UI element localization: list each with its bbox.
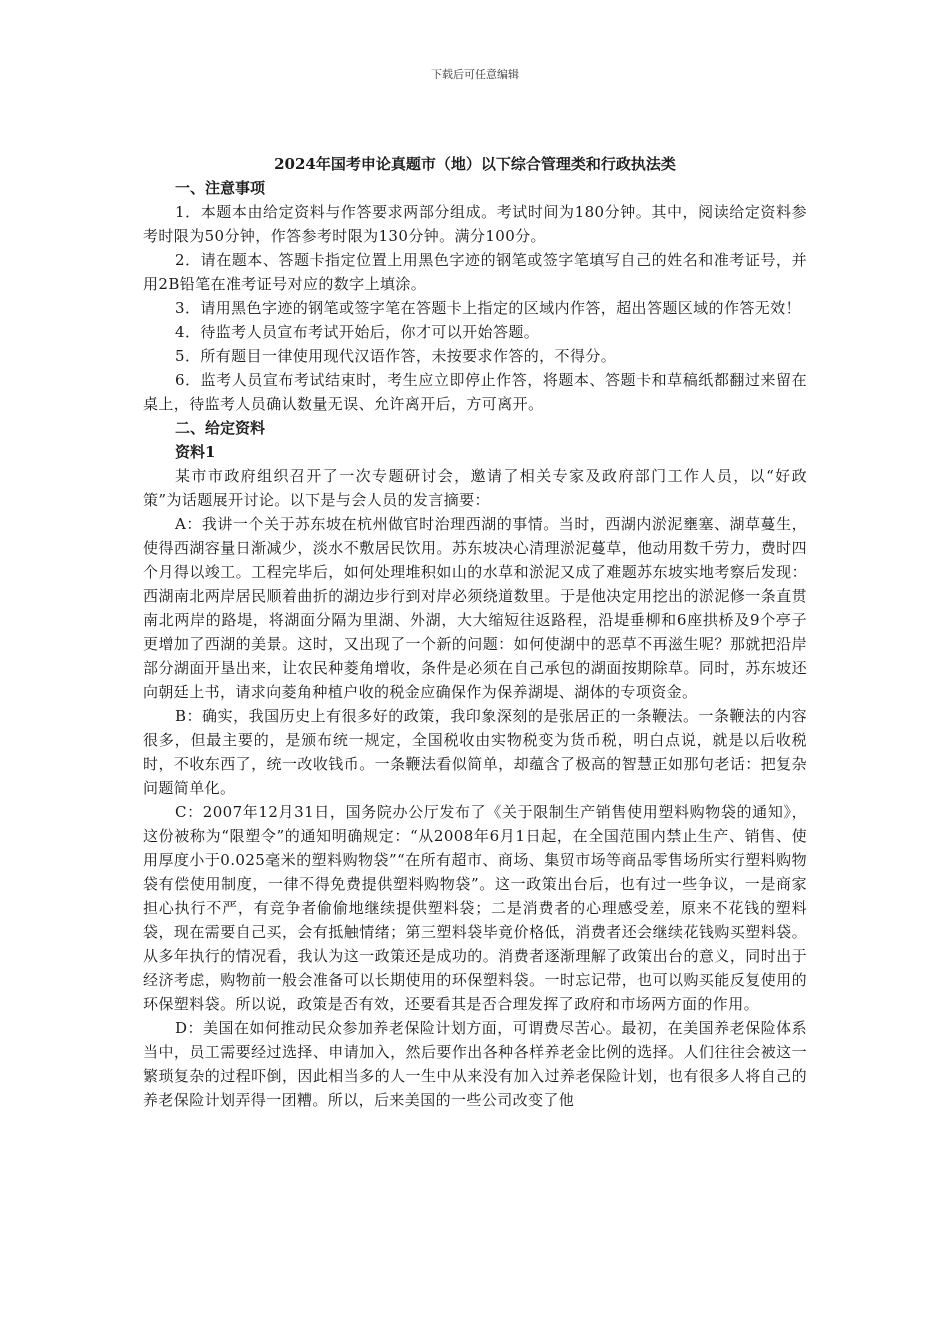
notice-item: 5．所有题目一律使用现代汉语作答，未按要求作答的，不得分。 bbox=[175, 347, 617, 365]
material-paragraph: D：美国在如何推动民众参加养老保险计划方面，可谓费尽苦心。最初，在美国养老保险体系当中，员工需要经过选择、申请加入，然后要作出各种各样养老金比例的选择。人们往往会被这一繁琐复杂的过程吓倒，因此相当多的人一生中从来没有加入过养老保险计划，也有很多人将自己的养老保险计划弄得一团糟。所以，后来美国的一些公司改变了他 bbox=[143, 1019, 807, 1109]
notice-item: 1．本题本由给定资料与作答要求两部分组成。考试时间为180分钟。其中，阅读给定资料参考时限为50分钟，作答参考时限为130分钟。满分100分。 bbox=[143, 203, 807, 245]
material-paragraph: C：2007年12月31日，国务院办公厅发布了《关于限制生产销售使用塑料购物袋的通知》，这份被称为“限塑令”的通知明确规定：“从2008年6月1日起，在全国范围内禁止生产、销售、使用厚度小于0.025毫米的塑料购物袋”“在所有超市、商场、集贸市场等商品零售场所实行塑料购物袋有偿使用制度，一律不得免费提供塑料购物袋”。这一政策出台后，也有过一些争议，一是商家担心执行不严，有竞争者偷偷地继续提供塑料袋；二是消费者的心理感受差，原来不花钱的塑料袋，现在需要自己买，会有抵触情绪；第三塑料袋毕竟价格低，消费者还会继续花钱购买塑料袋。从多年执行的情况看，我认为这一政策还是成功的。消费者逐渐理解了政策出台的意义，同时出于经济考虑，购物前一般会准备可以长期使用的环保塑料袋。一时忘记带，也可以购买能反复使用的环保塑料袋。所以说，政策是否有效，还要看其是否合理发挥了政府和市场两方面的作用。 bbox=[143, 803, 807, 1013]
material-paragraph: 某市市政府组织召开了一次专题研讨会，邀请了相关专家及政府部门工作人员，以“好政策”为话题展开讨论。以下是与会人员的发言摘要： bbox=[143, 467, 807, 509]
document-body bbox=[143, 152, 807, 1112]
material-paragraph: B：确实，我国历史上有很多好的政策，我印象深刻的是张居正的一条鞭法。一条鞭法的内容很多，但最主要的，是颁布统一规定，全国税收由实物税变为货币税，明白点说，就是以后收税时，不收东西了，统一改收钱币。一条鞭法看似简单，却蕴含了极高的智慧正如那句老话：把复杂问题简单化。 bbox=[143, 707, 807, 797]
notice-item: 4．待监考人员宣布考试开始后，你才可以开始答题。 bbox=[175, 323, 540, 341]
material-paragraph: A：我讲一个关于苏东坡在杭州做官时治理西湖的事情。当时，西湖内淤泥壅塞、湖草蔓生，使得西湖容量日渐减少，淡水不敷居民饮用。苏东坡决心清理淤泥蔓草，他动用数千劳力，费时四个月得以竣工。工程完毕后，如何处理堆积如山的水草和淤泥又成了难题苏东坡实地考察后发现：西湖南北两岸居民顺着曲折的湖边步行到对岸必须绕道数里。于是他决定用挖出的淤泥修一条直贯南北两岸的路堤，将湖面分隔为里湖、外湖，大大缩短往返路程，沿堤垂柳和6座拱桥及9个亭子更增加了西湖的美景。这时，又出现了一个新的问题：如何使湖中的恶草不再滋生呢？那就把沿岸部分湖面开垦出来，让农民种菱角增收，条件是必须在自己承包的湖面按期除草。同时，苏东坡还向朝廷上书，请求向菱角种植户收的税金应确保作为保养湖堤、湖体的专项资金。 bbox=[143, 515, 807, 701]
notice-item: 3．请用黑色字迹的钢笔或签字笔在答题卡上指定的区域内作答，超出答题区域的作答无效！ bbox=[175, 299, 801, 317]
header-note: 下载后可任意编辑 bbox=[431, 68, 519, 81]
document-title: 2024年国考申论真题市（地）以下综合管理类和行政执法类 bbox=[274, 155, 676, 173]
section-heading-notes: 一、注意事项 bbox=[175, 179, 266, 197]
material-heading: 资料1 bbox=[175, 443, 216, 461]
notice-item: 6．监考人员宣布考试结束时，考生应立即停止作答，将题本、答题卡和草稿纸都翻过来留在桌上，待监考人员确认数量无误、允许离开后，方可离开。 bbox=[143, 371, 807, 413]
section-heading-materials: 二、给定资料 bbox=[175, 419, 266, 437]
notice-item: 2．请在题本、答题卡指定位置上用黑色字迹的钢笔或签字笔填写自己的姓名和准考证号，并用2B铅笔在准考证号对应的数字上填涂。 bbox=[143, 251, 807, 293]
